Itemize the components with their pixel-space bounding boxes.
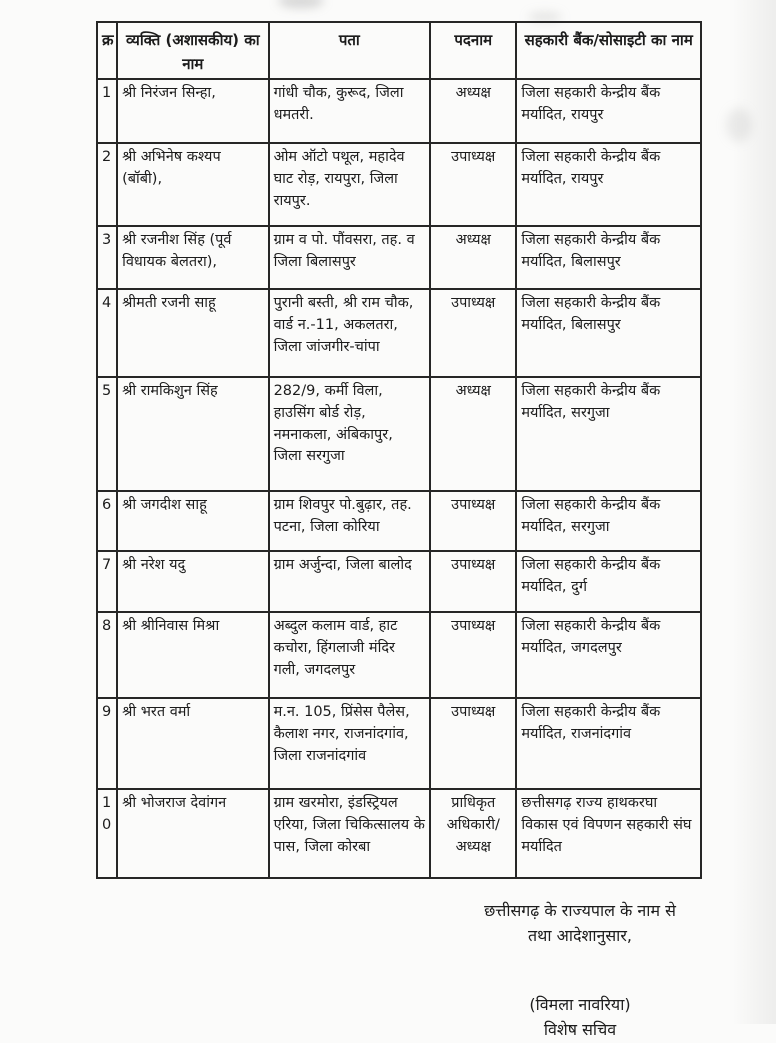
officials-table (96, 21, 702, 879)
address-cell: गांधी चौक, कुरूद, जिला धमतरी. (269, 79, 431, 143)
person-name-cell: श्री नरेश यदु (117, 551, 269, 612)
address-cell: ग्राम शिवपुर पो.बुढ़ार, तह. पटना, जिला कोरिया (269, 491, 431, 551)
person-name-cell: श्री रजनीश सिंह (पूर्व विधायक बेलतरा), (117, 226, 269, 289)
bank-cell: जिला सहकारी केन्द्रीय बैंक मर्यादित, बिलासपुर (516, 226, 701, 289)
person-name-cell: श्री रामकिशुन सिंह (117, 377, 269, 491)
person-name-cell: श्रीमती रजनी साहू (117, 289, 269, 377)
designation-cell: अध्यक्ष (430, 377, 516, 491)
designation-cell: उपाध्यक्ष (430, 698, 516, 789)
bank-cell: जिला सहकारी केन्द्रीय बैंक मर्यादित, सरगुजा (516, 377, 701, 491)
designation-cell: अध्यक्ष (430, 79, 516, 143)
header-serial: क्र (97, 22, 117, 79)
serial-cell: 1 (97, 79, 117, 143)
designation-cell: अध्यक्ष (430, 226, 516, 289)
table-row (97, 612, 701, 698)
serial-cell: 4 (97, 289, 117, 377)
header-bank-name: सहकारी बैंक/सोसाइटी का नाम (516, 22, 701, 79)
serial-cell: 6 (97, 491, 117, 551)
address-cell: 282/9, कर्मी विला, हाउसिंग बोर्ड रोड़, नमनाकला, अंबिकापुर, जिला सरगुजा (269, 377, 431, 491)
header-address: पता (269, 22, 431, 79)
bank-cell: जिला सहकारी केन्द्रीय बैंक मर्यादित, दुर्ग (516, 551, 701, 612)
designation-cell: प्राधिकृत अधिकारी/ अध्यक्ष (430, 789, 516, 878)
table-row (97, 143, 701, 226)
bank-cell: जिला सहकारी केन्द्रीय बैंक मर्यादित, रायपुर (516, 79, 701, 143)
bank-cell: जिला सहकारी केन्द्रीय बैंक मर्यादित, राजनांदगांव (516, 698, 701, 789)
scan-artifact (726, 108, 752, 142)
address-cell: ग्राम व पो. पौंवसरा, तह. व जिला बिलासपुर (269, 226, 431, 289)
serial-cell: 2 (97, 143, 117, 226)
address-cell: अब्दुल कलाम वार्ड, हाट कचोरा, हिंगलाजी मंदिर गली, जगदलपुर (269, 612, 431, 698)
header-designation: पदनाम (430, 22, 516, 79)
table-row (97, 491, 701, 551)
address-cell: म.न. 105, प्रिंसेस पैलेस, कैलाश नगर, राजनांदगांव, जिला राजनांदगांव (269, 698, 431, 789)
bank-cell: जिला सहकारी केन्द्रीय बैंक मर्यादित, सरगुजा (516, 491, 701, 551)
table-row (97, 551, 701, 612)
person-name-cell: श्री भोजराज देवांगन (117, 789, 269, 878)
signatory-title: विशेष सचिव (543, 1019, 617, 1039)
scan-artifact (278, 0, 324, 8)
bank-cell: जिला सहकारी केन्द्रीय बैंक मर्यादित, बिलासपुर (516, 289, 701, 377)
bank-cell: जिला सहकारी केन्द्रीय बैंक मर्यादित, रायपुर (516, 143, 701, 226)
designation-cell: उपाध्यक्ष (430, 289, 516, 377)
table-row (97, 789, 701, 878)
table-header-row (97, 22, 701, 79)
order-authority-text (446, 899, 714, 949)
designation-cell: उपाध्यक्ष (430, 491, 516, 551)
table-row (97, 79, 701, 143)
person-name-cell: श्री श्रीनिवास मिश्रा (117, 612, 269, 698)
order-authority-line1: छत्तीसगढ़ के राज्यपाल के नाम से (484, 901, 676, 920)
person-name-cell: श्री अभिनेष कश्यप (बॉबी), (117, 143, 269, 226)
signatory-name: (विमला नावरिया) (529, 995, 631, 1014)
designation-cell: उपाध्यक्ष (430, 143, 516, 226)
serial-cell: 5 (97, 377, 117, 491)
scan-edge-shade (732, 0, 776, 1024)
signature-block (446, 993, 714, 1043)
bank-cell: जिला सहकारी केन्द्रीय बैंक मर्यादित, जगदलपुर (516, 612, 701, 698)
serial-cell: 7 (97, 551, 117, 612)
designation-cell: उपाध्यक्ष (430, 551, 516, 612)
person-name-cell: श्री भरत वर्मा (117, 698, 269, 789)
bank-cell: छत्तीसगढ़ राज्य हाथकरघा विकास एवं विपणन सहकारी संघ मर्यादित (516, 789, 701, 878)
serial-cell: 10 (97, 789, 117, 878)
table-row (97, 698, 701, 789)
serial-cell: 8 (97, 612, 117, 698)
order-authority-line2: तथा आदेशानुसार, (528, 925, 632, 945)
address-cell: पुरानी बस्ती, श्री राम चौक, वार्ड न.-11, अकलतरा, जिला जांजगीर-चांपा (269, 289, 431, 377)
person-name-cell: श्री जगदीश साहू (117, 491, 269, 551)
designation-cell: उपाध्यक्ष (430, 612, 516, 698)
table-row (97, 226, 701, 289)
serial-cell: 9 (97, 698, 117, 789)
table-row (97, 377, 701, 491)
table-row (97, 289, 701, 377)
person-name-cell: श्री निरंजन सिन्हा, (117, 79, 269, 143)
address-cell: ग्राम अर्जुन्दा, जिला बालोद (269, 551, 431, 612)
serial-cell: 3 (97, 226, 117, 289)
header-person-name: व्यक्ति (अशासकीय) का नाम (117, 22, 269, 79)
address-cell: ग्राम खरमोरा, इंडस्ट्रियल एरिया, जिला चिकित्सालय के पास, जिला कोरबा (269, 789, 431, 878)
address-cell: ओम ऑटो पथूल, महादेव घाट रोड़, रायपुरा, जिला रायपुर. (269, 143, 431, 226)
